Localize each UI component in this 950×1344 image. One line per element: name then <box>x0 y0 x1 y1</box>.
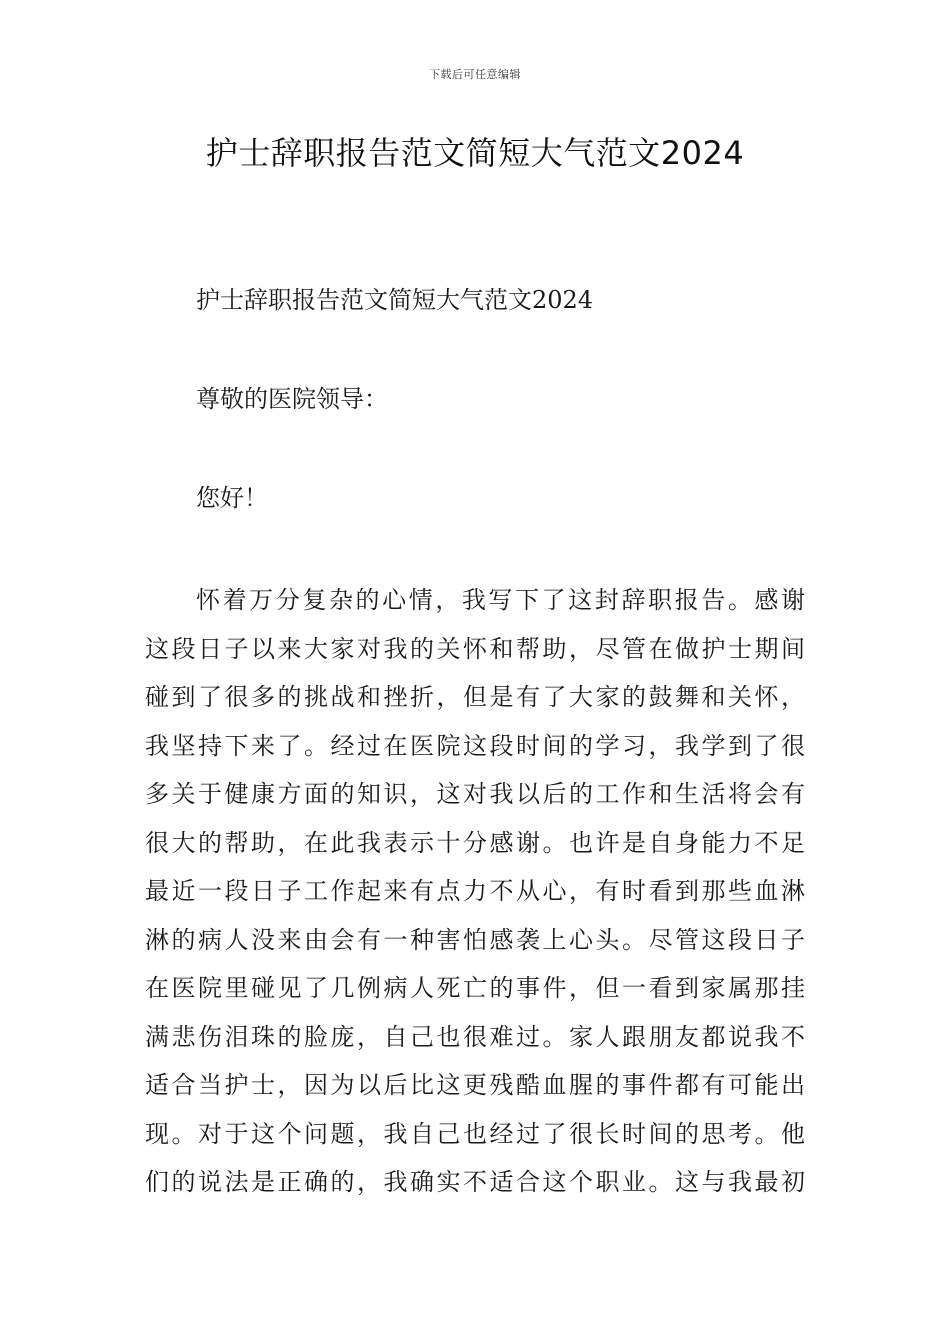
body-line: 最近一段日子工作起来有点力不从心，有时看到那些血淋 <box>145 877 805 905</box>
body-line: 现。对于这个问题，我自己也经过了很长时间的思考。他 <box>145 1119 805 1148</box>
body-line: 满悲伤泪珠的脸庞，自己也很难过。家人跟朋友都说我不 <box>145 1022 805 1051</box>
body-line: 们的说法是正确的，我确实不适合这个职业。这与我最初 <box>145 1168 805 1196</box>
body-line: 我坚持下来了。经过在医院这段时间的学习，我学到了很 <box>145 731 805 760</box>
body-line: 这段日子以来大家对我的关怀和帮助，尽管在做护士期间 <box>145 634 805 663</box>
document-title: 护士辞职报告范文简短大气范文2024 <box>205 134 745 172</box>
body-line: 淋的病人没来由会有一种害怕感袭上心头。尽管这段日子 <box>145 925 805 954</box>
header-note: 下载后可任意编辑 <box>429 68 521 81</box>
body-paragraph <box>145 582 805 1213</box>
body-line: 很大的帮助，在此我表示十分感谢。也许是自身能力不足 <box>145 828 805 857</box>
body-line: 碰到了很多的挑战和挫折，但是有了大家的鼓舞和关怀， <box>145 683 805 711</box>
greeting: 您好！ <box>196 484 268 512</box>
salutation: 尊敬的医院领导： <box>196 385 388 413</box>
body-line: 适合当护士，因为以后比这更残酷血腥的事件都有可能出 <box>145 1071 805 1099</box>
body-line: 多关于健康方面的知识，这对我以后的工作和生活将会有 <box>145 780 805 808</box>
body-line: 怀着万分复杂的心情，我写下了这封辞职报告。感谢 <box>196 586 805 614</box>
body-line: 在医院里碰见了几例病人死亡的事件，但一看到家属那挂 <box>145 974 805 1002</box>
document-subtitle: 护士辞职报告范文简短大气范文2024 <box>196 286 594 314</box>
